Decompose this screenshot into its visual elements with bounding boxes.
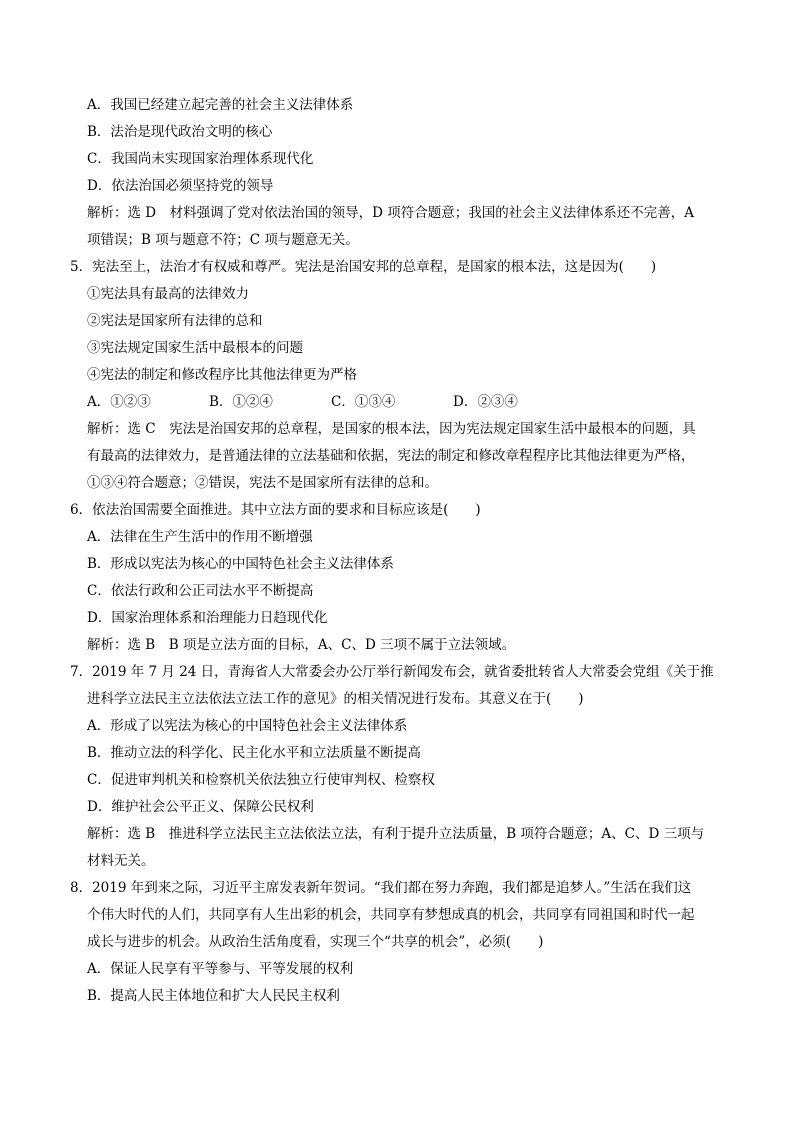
q7-stem-line-1: 7．2019 年 7 月 24 日，青海省人大常委会办公厅举行新闻发布会，就省委批转省人大常委会党组《关于推 [70,664,714,680]
q8-stem-line-3: 成长与进步的机会。从政治生活角度看，实现三个“共享的机会”，必须( ) [87,934,544,950]
q4-analysis-line-1: 解析：选 D 材料强调了党对依法治国的领导，D 项符合题意；我国的社会主义法律体系还不完善，A [87,205,694,221]
question-content [70,92,730,1010]
q4-analysis-line-2: 项错误；B 项与题意不符；C 项与题意无关。 [87,232,359,248]
q4-option-c: C．我国尚未实现国家治理体系现代化 [87,151,314,167]
q5-statement-1: ①宪法具有最高的法律效力 [87,286,249,302]
q5-options [70,389,730,416]
q5-option-a: A．①②③ [87,394,151,410]
q7-option-a: A．形成了以宪法为核心的中国特色社会主义法律体系 [87,718,408,734]
q8-option-a: A．保证人民享有平等参与、平等发展的权利 [87,961,354,977]
q7-option-d: D．维护社会公平正义、保障公民权利 [87,799,314,815]
q5-option-c: C．①③④ [331,394,396,410]
q5-option-d: D．②③④ [453,394,518,410]
q7-option-c: C．促进审判机关和检察机关依法独立行使审判权、检察权 [87,772,435,788]
q4-option-a: A．我国已经建立起完善的社会主义法律体系 [87,97,354,113]
q6-analysis-line-1: 解析：选 B B 项是立法方面的目标，A、C、D 三项不属于立法领域。 [87,637,516,653]
q7-analysis-line-2: 材料无关。 [87,853,155,869]
q5-analysis-line-3: ①③④符合题意；②错误，宪法不是国家所有法律的总和。 [87,475,438,491]
q5-analysis-line-2: 有最高的法律效力，是普通法律的立法基础和依据，宪法的制定和修改章程程序比其他法律更为严格， [87,448,695,464]
q6-stem: 6．依法治国需要全面推进。其中立法方面的要求和目标应该是( ) [70,502,481,518]
q4-option-d: D．依法治国必须坚持党的领导 [87,178,274,194]
q7-analysis-line-1: 解析：选 B 推进科学立法民主立法依法立法，有利于提升立法质量，B 项符合题意；A、C、D 三项与 [87,826,705,842]
q7-option-b: B．推动立法的科学化、民主化水平和立法质量不断提高 [87,745,421,761]
q6-option-b: B．形成以宪法为核心的中国特色社会主义法律体系 [87,556,394,572]
q8-stem-line-1: 8．2019 年到来之际，习近平主席发表新年贺词。“我们都在努力奔跑，我们都是追梦人。”生活在我们这 [70,880,692,896]
q7-stem-line-2: 进科学立法民主立法依法立法工作的意见》的相关情况进行发布。其意义在于( ) [87,691,584,707]
q5-statement-3: ③宪法规定国家生活中最根本的问题 [87,340,303,356]
q5-option-b: B．①②④ [209,394,273,410]
q4-option-b: B．法治是现代政治文明的核心 [87,124,273,140]
q6-option-a: A．法律在生产生活中的作用不断增强 [87,529,313,545]
q6-option-c: C．依法行政和公正司法水平不断提高 [87,583,314,599]
q5-statement-4: ④宪法的制定和修改程序比其他法律更为严格 [87,367,357,383]
q5-stem: 5．宪法至上，法治才有权威和尊严。宪法是治国安邦的总章程，是国家的根本法，这是因为( ) [70,259,657,275]
q5-analysis-line-1: 解析：选 C 宪法是治国安邦的总章程，是国家的根本法，因为宪法规定国家生活中最根本的问题，具 [87,421,696,437]
q8-option-b: B．提高人民主体地位和扩大人民民主权利 [87,988,340,1004]
q5-statement-2: ②宪法是国家所有法律的总和 [87,313,263,329]
q6-option-d: D．国家治理体系和治理能力日趋现代化 [87,610,328,626]
q8-stem-line-2: 个伟大时代的人们，共同享有人生出彩的机会，共同享有梦想成真的机会，共同享有同祖国和时代一起 [87,907,695,923]
